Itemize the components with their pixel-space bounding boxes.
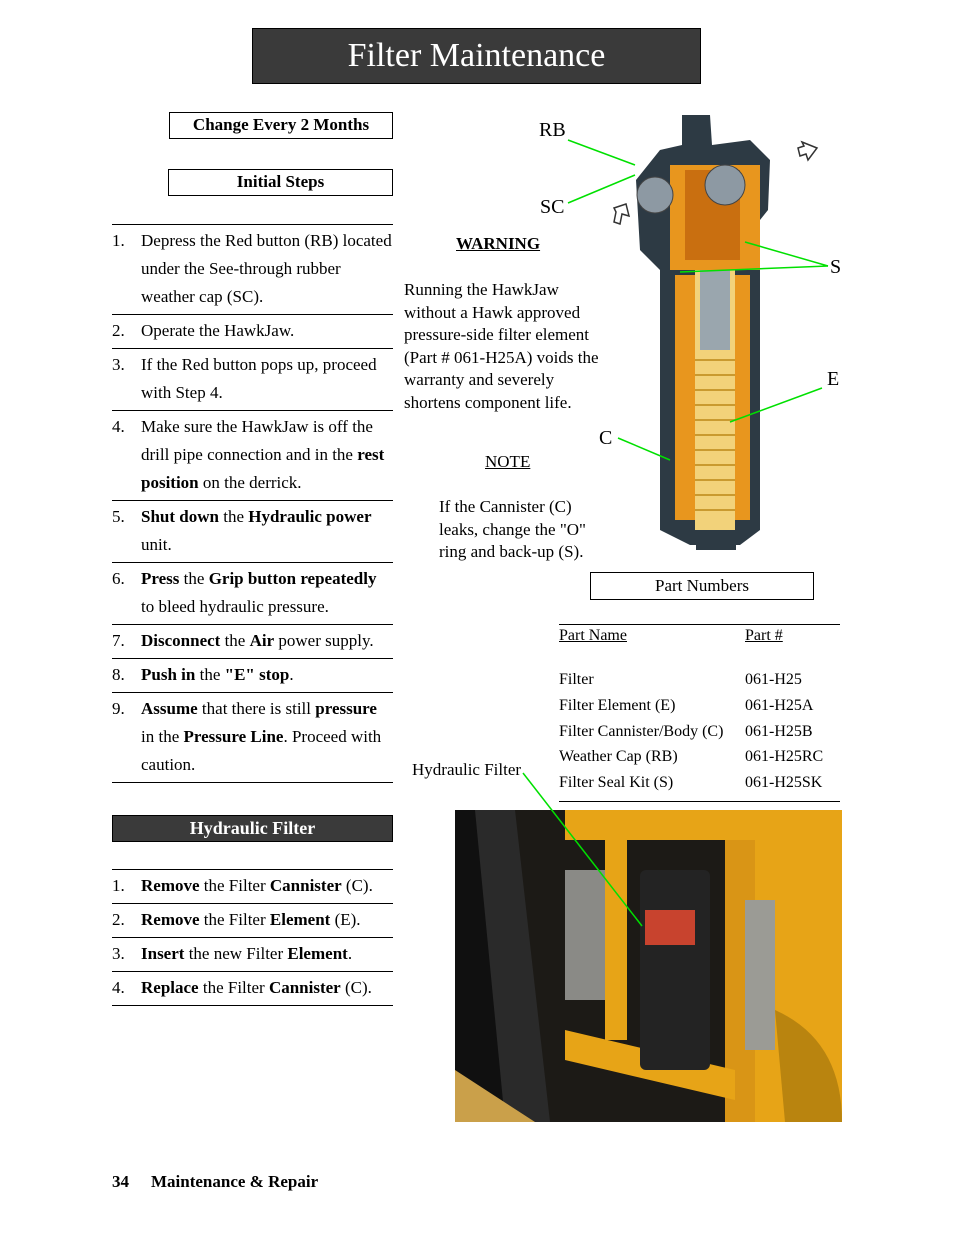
- warning-heading: WARNING: [456, 234, 541, 253]
- part-name: Filter Element (E): [559, 696, 676, 714]
- table-row: [559, 693, 840, 719]
- part-name: Filter Cannister/Body (C): [559, 722, 724, 740]
- step-number: 1.: [112, 231, 125, 250]
- part-numbers-heading: Part Numbers: [590, 572, 814, 600]
- step-number: 4.: [112, 417, 125, 436]
- part-name: Weather Cap (RB): [559, 748, 678, 766]
- parts-header-number: Part #: [745, 627, 783, 644]
- table-row: [559, 667, 840, 693]
- note-heading: NOTE: [485, 452, 531, 471]
- step-text: If the Red button pops up, proceed with Step 4.: [141, 355, 377, 402]
- step-item: [112, 903, 393, 937]
- step-number: 4.: [112, 978, 125, 997]
- initial-steps-list: [112, 224, 393, 783]
- table-row: [559, 719, 840, 745]
- step-item: [112, 500, 393, 562]
- step-text: Shut down the Hydraulic power unit.: [141, 507, 372, 554]
- step-text: Depress the Red button (RB) located under the See-through rubber weather cap (SC).: [141, 231, 392, 306]
- callout-c: C: [599, 427, 613, 449]
- step-item: [112, 869, 393, 903]
- step-item: [112, 692, 393, 783]
- step-text: Remove the Filter Cannister (C).: [141, 876, 373, 895]
- part-number: 061-H25RC: [745, 748, 824, 766]
- step-text: Operate the HawkJaw.: [141, 321, 295, 340]
- step-text: Push in the "E" stop.: [141, 665, 294, 684]
- parts-header-name: Part Name: [559, 627, 627, 644]
- step-text: Assume that there is still pressure in the Pressure Line. Proceed with caution.: [141, 699, 382, 774]
- step-number: 3.: [112, 355, 125, 374]
- step-text: Replace the Filter Cannister (C).: [141, 978, 372, 997]
- step-number: 5.: [112, 507, 125, 526]
- step-item: [112, 937, 393, 971]
- part-name: Filter: [559, 671, 594, 688]
- callout-s: S: [830, 256, 842, 278]
- step-text: Insert the new Filter Element.: [141, 944, 353, 963]
- step-number: 2.: [112, 321, 125, 340]
- callout-leaders: [560, 130, 830, 465]
- step-number: 2.: [112, 910, 125, 929]
- step-number: 7.: [112, 631, 125, 650]
- step-text: Remove the Filter Element (E).: [141, 910, 361, 929]
- step-item: [112, 562, 393, 624]
- callout-rb: RB: [539, 119, 566, 141]
- part-number: 061-H25: [745, 671, 802, 688]
- callout-sc: SC: [540, 196, 565, 218]
- part-number: 061-H25A: [745, 696, 814, 714]
- step-text: Press the Grip button repeatedly to bleed hydraulic pressure.: [141, 569, 377, 616]
- step-item: [112, 971, 393, 1006]
- step-text: Make sure the HawkJaw is off the drill pipe connection and in the rest position on the derrick.: [141, 417, 385, 492]
- page-footer: [112, 1172, 340, 1192]
- step-number: 9.: [112, 699, 125, 718]
- hydraulic-filter-heading: Hydraulic Filter: [112, 815, 393, 842]
- initial-steps-heading: Initial Steps: [168, 169, 393, 196]
- table-row: [559, 744, 840, 770]
- step-number: 6.: [112, 569, 125, 588]
- step-item: [112, 658, 393, 692]
- step-item: [112, 624, 393, 658]
- step-number: 8.: [112, 665, 125, 684]
- step-item: [112, 410, 393, 500]
- photo-leader-line: [520, 770, 650, 930]
- page-number: 34: [112, 1172, 129, 1191]
- step-number: 1.: [112, 876, 125, 895]
- step-item: [112, 224, 393, 314]
- callout-e: E: [827, 368, 840, 390]
- warning-text: Running the HawkJaw without a Hawk approved pressure-side filter element (Part # 061-H25A) voids the warranty and severely shortens component life.: [404, 280, 599, 412]
- section-name: Maintenance & Repair: [151, 1172, 319, 1191]
- step-number: 3.: [112, 944, 125, 963]
- note-text: If the Cannister (C) leaks, change the "O" ring and back-up (S).: [439, 497, 586, 562]
- part-number: 061-H25B: [745, 722, 813, 740]
- part-name: Filter Seal Kit (S): [559, 774, 674, 792]
- step-text: Disconnect the Air power supply.: [141, 631, 374, 650]
- part-number: 061-H25SK: [745, 774, 823, 792]
- step-item: [112, 348, 393, 410]
- photo-label: Hydraulic Filter: [412, 760, 522, 779]
- page-title: Filter Maintenance: [252, 28, 701, 84]
- step-item: [112, 314, 393, 348]
- change-interval-label: Change Every 2 Months: [169, 112, 393, 139]
- hydraulic-steps-list: [112, 869, 393, 1006]
